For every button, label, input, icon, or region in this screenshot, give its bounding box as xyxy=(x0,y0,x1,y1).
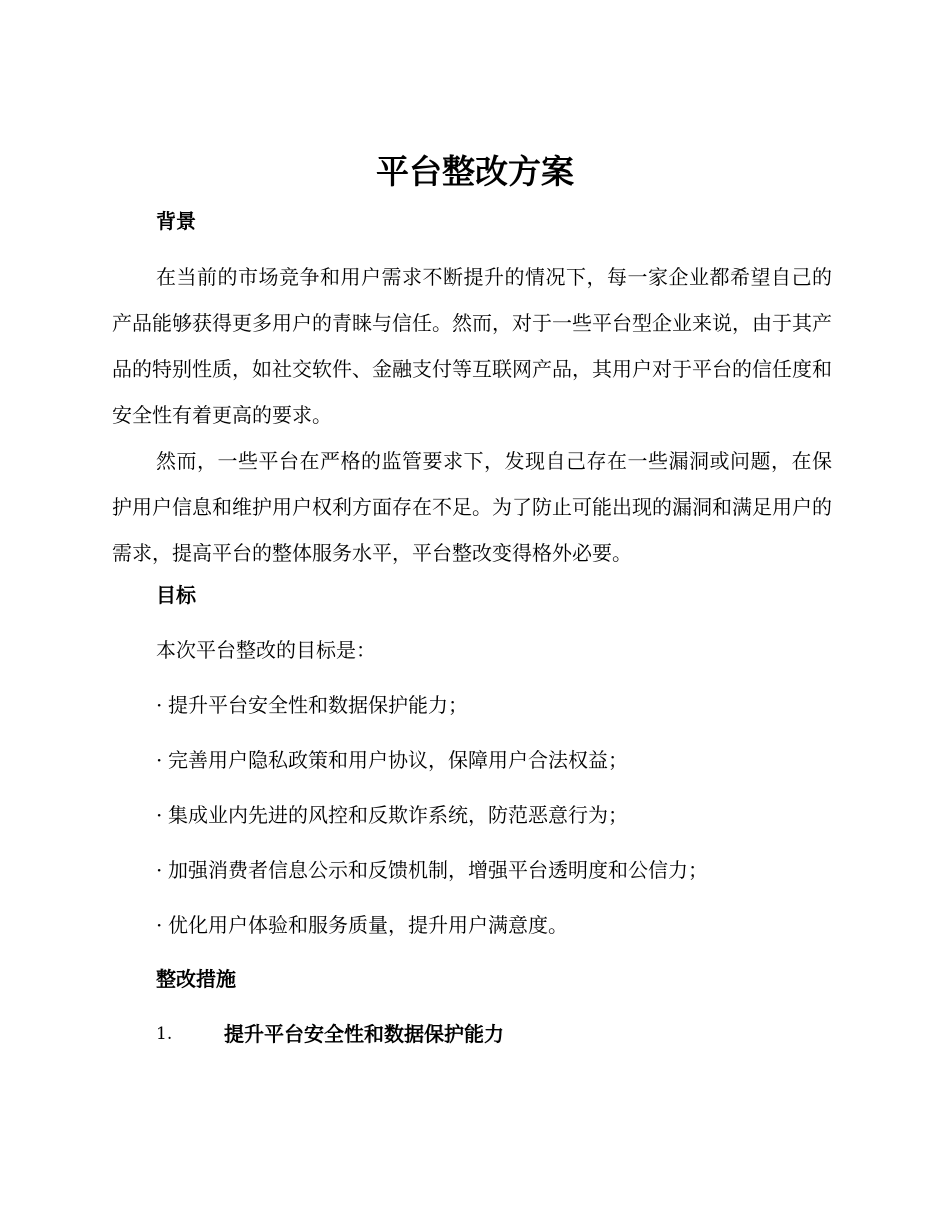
goal-list-item xyxy=(156,910,568,940)
measure-item-title: 提升平台安全性和数据保护能力 xyxy=(224,1022,504,1046)
bullet-marker: · xyxy=(156,803,163,827)
background-paragraph-1: 在当前的市场竞争和用户需求不断提升的情况下，每一家企业都希望自己的产品能够获得更多用户的青睐与信任。然而，对于一些平台型企业来说，由于其产品的特别性质，如社交软件、金融支付等互联网产品，其用户对于平台的信任度和安全性有着更高的要求。 xyxy=(112,265,832,427)
goals-intro: 本次平台整改的目标是： xyxy=(156,638,376,662)
measure-list-item xyxy=(156,1019,756,1049)
goal-item-text: 集成业内先进的风控和反欺诈系统，防范恶意行为； xyxy=(168,803,628,827)
section-heading-background: 背景 xyxy=(156,209,196,233)
background-paragraph-2: 然而，一些平台在严格的监管要求下，发现自己存在一些漏洞或问题，在保护用户信息和维护用户权利方面存在不足。为了防止可能出现的漏洞和满足用户的需求，提高平台的整体服务水平，平台整改变得格外必要。 xyxy=(112,449,832,565)
document-title: 平台整改方案 xyxy=(376,152,574,191)
bullet-marker: · xyxy=(156,913,163,937)
goal-item-text: 提升平台安全性和数据保护能力； xyxy=(168,693,468,717)
goal-item-text: 优化用户体验和服务质量，提升用户满意度。 xyxy=(168,913,568,937)
bullet-marker: · xyxy=(156,693,163,717)
section-heading-measures: 整改措施 xyxy=(156,967,236,991)
section-heading-goals: 目标 xyxy=(156,583,196,607)
goal-list-item xyxy=(156,855,708,885)
measure-item-number: 1. xyxy=(156,1024,173,1044)
bullet-marker: · xyxy=(156,748,163,772)
goal-list-item xyxy=(156,745,628,775)
bullet-marker: · xyxy=(156,858,163,882)
goal-list-item xyxy=(156,690,468,720)
goal-item-text: 加强消费者信息公示和反馈机制，增强平台透明度和公信力； xyxy=(168,858,708,882)
goal-list-item xyxy=(156,800,628,830)
goal-item-text: 完善用户隐私政策和用户协议，保障用户合法权益； xyxy=(168,748,628,772)
